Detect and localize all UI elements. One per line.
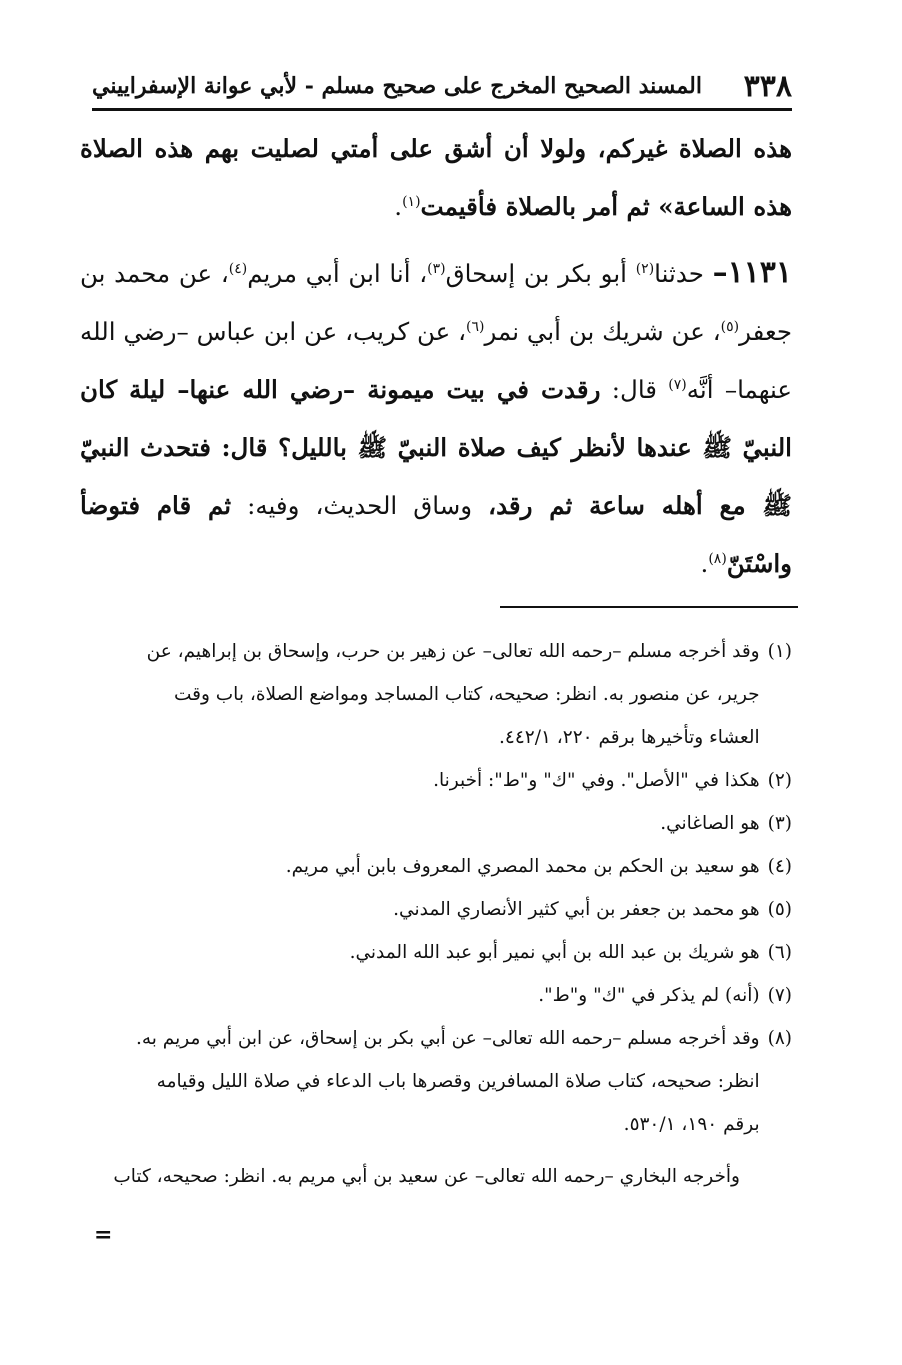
footnote-separator xyxy=(500,606,798,608)
footnote-number: (٦) xyxy=(767,942,792,963)
footnote xyxy=(92,630,792,759)
footnote-ref-4[interactable]: (٤) xyxy=(228,260,248,277)
footnote-line: العشاء وتأخيرها برقم ٢٢٠، ٤٤٢/١. xyxy=(499,727,760,748)
footnote-line: هو محمد بن جعفر بن أبي كثير الأنصاري المدني. xyxy=(393,899,760,920)
text-segment: ، عن شريك بن أبي نمر xyxy=(484,317,721,346)
text-segment: ، عن محمد بن جعفر xyxy=(80,259,792,346)
footnote-ref-1[interactable]: (١) xyxy=(402,193,421,210)
footnote xyxy=(92,802,792,845)
text-segment: ، عن كريب، عن ابن عباس –رضي الله عنهما– أنَّه xyxy=(80,317,792,404)
running-header xyxy=(92,64,792,111)
footnote-continuation: وأخرجه البخاري –رحمه الله تعالى– عن سعيد بن أبي مريم به. انظر: صحيحه، كتاب xyxy=(113,1166,740,1187)
footnote xyxy=(92,888,792,931)
footnote-ref-5[interactable]: (٥) xyxy=(720,318,740,335)
footnote-ref-3[interactable]: (٣) xyxy=(427,260,446,277)
footnote-number: (٧) xyxy=(767,985,792,1006)
footnote xyxy=(92,974,792,1017)
footnotes xyxy=(92,630,792,1200)
footnote-line: برقم ١٩٠، ٥٣٠/١. xyxy=(623,1114,760,1135)
paragraph-1-line-1: هذه الصلاة غيركم، ولولا أن أشق على أمتي لصليت بهم هذه الصلاة xyxy=(80,134,792,163)
text-segment: ، أنا ابن أبي مريم xyxy=(247,259,428,288)
footnote-number: (٢) xyxy=(767,770,792,791)
footnote xyxy=(92,845,792,888)
text-segment: حدثنا xyxy=(654,259,704,288)
footnote-number: (٥) xyxy=(767,899,792,920)
footnote-number: (٤) xyxy=(767,856,792,877)
hadith-text-bold: ثم قام فتوضأ واسْتَنّ xyxy=(80,491,792,578)
main-text xyxy=(80,120,792,593)
footnote xyxy=(92,1017,792,1146)
paragraph-1-line-2: هذه الساعة» ثم أمر بالصلاة فأقيمت xyxy=(420,192,792,221)
footnote xyxy=(92,931,792,974)
footnote-line: هو الصاغاني. xyxy=(660,813,760,834)
footnote-number: (٨) xyxy=(767,1028,792,1049)
running-title: المسند الصحيح المخرج على صحيح مسلم - لأبي عوانة الإسفراييني xyxy=(92,73,702,99)
paragraph-2: ١١٣١– حدثنا$^{(٢)}$ أبو بكر بن إسحاق$^{(٣)}$، أنا ابن أبي مريم$^{(٤)}$، عن محمد بن جعفر$^{(٥)}$، عن شريك بن أبي نمر$^{(٦)}$، عن كريب، عن ابن عباس –رضي الله عنهما– أنَّه$^{(٧)}$ قال: رقدت في بيت ميمونة –رضي الله عنها– ليلة كان النبيّ ﷺ عندها لأنظر كيف صلاة النبيّ ﷺ بالليل؟ قال: فتحدث النبيّ ﷺ مع أهله ساعة ثم رقد، وساق الحديث، وفيه: ثم قام فتوضأ واسْتَنّ$^{(٨)}$. xyxy=(80,255,793,578)
footnote-ref-2[interactable]: (٢) xyxy=(635,260,655,277)
footnote-line: انظر: صحيحه، كتاب صلاة المسافرين وقصرها باب الدعاء في صلاة الليل وقيامه xyxy=(156,1071,760,1092)
footnote-line: وقد أخرجه مسلم –رحمه الله تعالى– عن أبي بكر بن إسحاق، عن ابن أبي مريم به. xyxy=(135,1028,760,1049)
footnote-line: (أنه) لم يذكر في "ك" و"ط". xyxy=(538,985,760,1006)
footnote-line: هو سعيد بن الحكم بن محمد المصري المعروف بابن أبي مريم. xyxy=(285,856,760,877)
text-segment: وساق الحديث، وفيه: xyxy=(247,491,473,520)
footnote-line: جرير، عن منصور به. انظر: صحيحه، كتاب المساجد ومواضع الصلاة، باب وقت xyxy=(173,684,760,705)
hadith-number: ١١٣١– xyxy=(712,255,793,290)
footnote-number: (١) xyxy=(767,641,792,662)
footnote-line: وقد أخرجه مسلم –رحمه الله تعالى– عن زهير بن حرب، وإسحاق بن إبراهيم، عن xyxy=(146,641,760,662)
paragraph-1: هذه الصلاة غيركم، ولولا أن أشق على أمتي لصليت بهم هذه الصلاة هذه الساعة» ثم أمر بالصلاة فأقيمت$^{(١)}$. xyxy=(80,134,792,221)
footnote-ref-7[interactable]: (٧) xyxy=(668,376,687,393)
hadith-text-bold: رقدت في بيت ميمونة –رضي الله عنها– ليلة كان النبيّ ﷺ عندها لأنظر كيف صلاة النبيّ ﷺ بالليل؟ قال: فتحدث النبيّ ﷺ مع أهله ساعة ثم رقد، xyxy=(80,375,792,520)
footnote-ref-6[interactable]: (٦) xyxy=(466,318,485,335)
text-segment: قال: xyxy=(611,375,657,404)
footnote-ref-8[interactable]: (٨) xyxy=(708,550,727,567)
page-number: ٣٣٨ xyxy=(743,68,792,104)
footnote-line: هو شريك بن عبد الله بن أبي نمير أبو عبد الله المدني. xyxy=(349,942,760,963)
footnote-number: (٣) xyxy=(767,813,792,834)
footnote xyxy=(92,759,792,802)
footnote-line: هكذا في "الأصل". وفي "ك" و"ط": أخبرنا. xyxy=(433,770,760,791)
continuation-mark: = xyxy=(94,1222,113,1248)
text-segment: أبو بكر بن إسحاق xyxy=(445,259,627,288)
